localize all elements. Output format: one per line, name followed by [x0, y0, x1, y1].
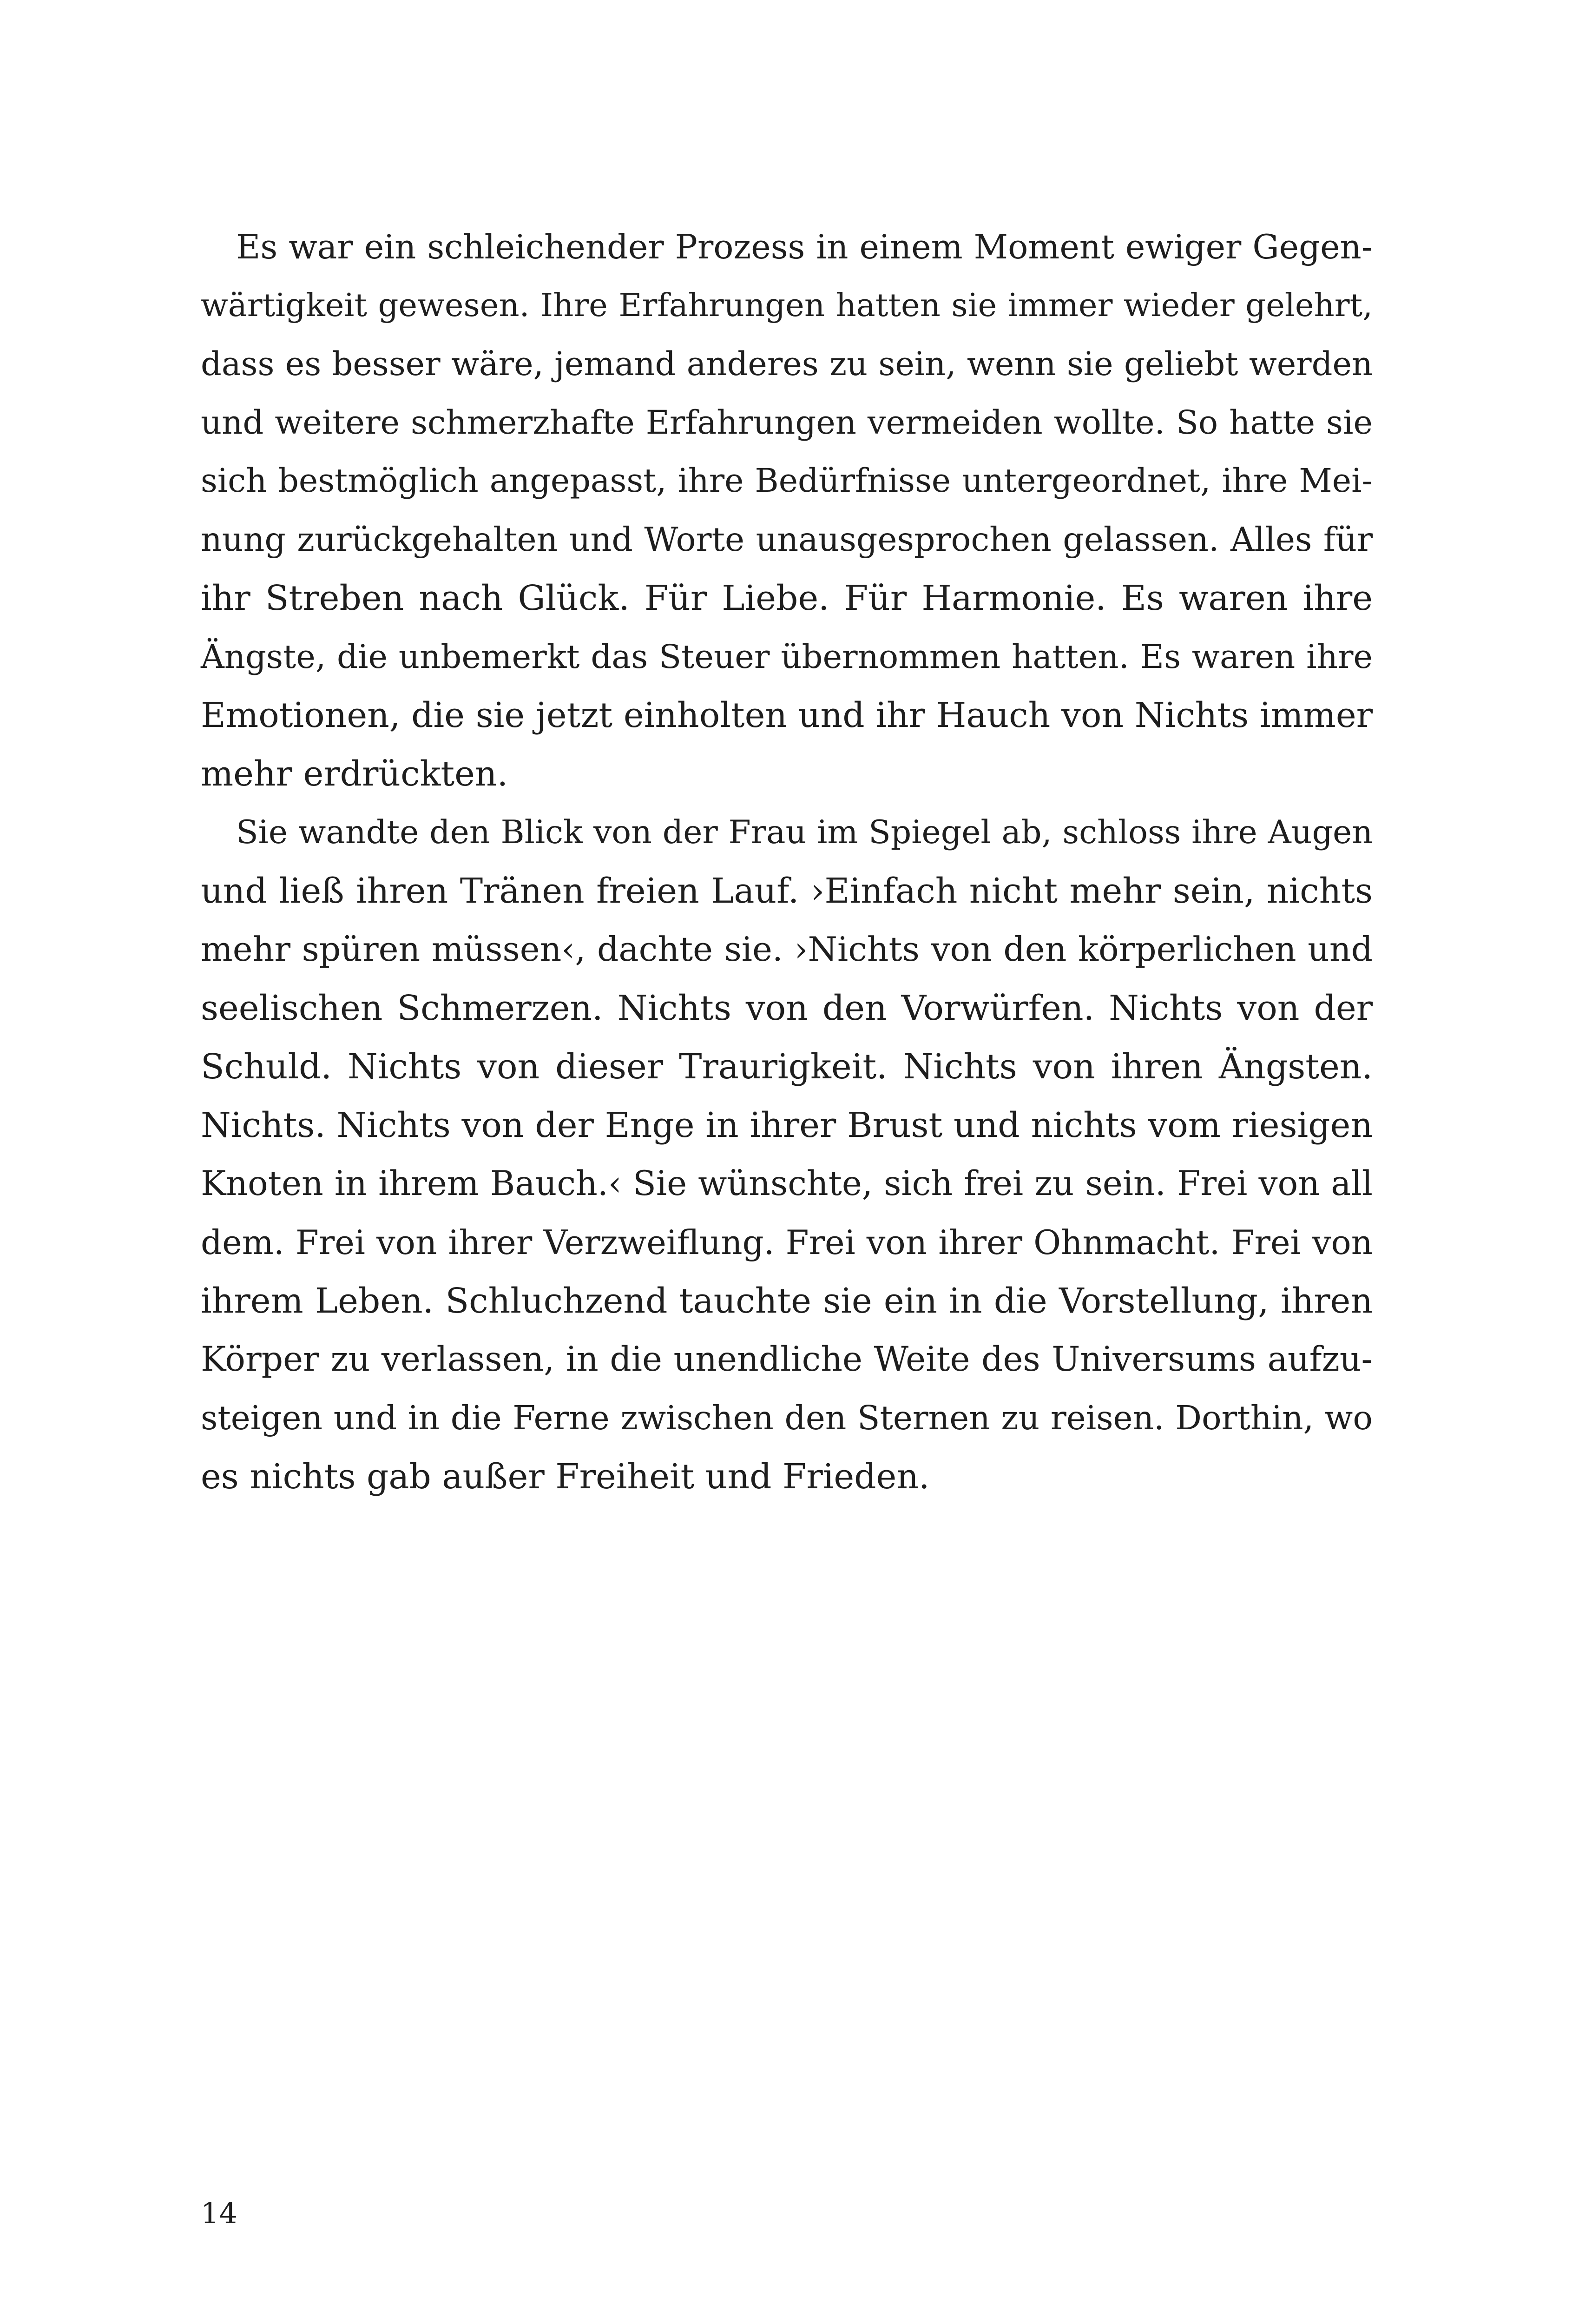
paragraph-2 — [201, 803, 1373, 1506]
text-line: ihr Streben nach Glück. Für Liebe. Für Harmonie. Es waren ihre — [201, 578, 1373, 618]
page-number: 14 — [201, 2196, 237, 2230]
text-line: Es war ein schleichender Prozess in einem Moment ewiger Gegen- — [236, 227, 1373, 266]
text-line: mehr spüren müssen‹, dachte sie. ›Nichts von den körperlichen und — [201, 930, 1373, 969]
text-line: Schuld. Nichts von dieser Traurigkeit. Nichts von ihren Ängsten. — [201, 1047, 1373, 1087]
body-text — [201, 218, 1373, 1506]
text-line: Knoten in ihrem Bauch.‹ Sie wünschte, sich frei zu sein. Frei von all — [201, 1164, 1373, 1203]
text-line: Ängste, die unbemerkt das Steuer übernommen hatten. Es waren ihre — [201, 638, 1373, 676]
text-line: sich bestmöglich angepasst, ihre Bedürfnisse untergeordnet, ihre Mei- — [201, 462, 1373, 500]
text-line: nung zurückgehalten und Worte unausgesprochen gelassen. Alles für — [201, 520, 1373, 559]
text-line: Sie wandte den Blick von der Frau im Spiegel ab, schloss ihre Augen — [236, 813, 1373, 851]
text-line: mehr erdrückten. — [201, 754, 508, 794]
paragraph-1 — [201, 218, 1373, 803]
text-line: seelischen Schmerzen. Nichts von den Vorwürfen. Nichts von der — [201, 988, 1373, 1028]
text-line: steigen und in die Ferne zwischen den Sternen zu reisen. Dorthin, wo — [201, 1399, 1373, 1437]
text-line: dem. Frei von ihrer Verzweiflung. Frei von ihrer Ohnmacht. Frei von — [201, 1223, 1373, 1262]
text-line: Nichts. Nichts von der Enge in ihrer Brust und nichts vom riesigen — [201, 1105, 1373, 1145]
text-line: Emotionen, die sie jetzt einholten und ihr Hauch von Nichts immer — [201, 695, 1373, 735]
text-line: Körper zu verlassen, in die unendliche Weite des Universums aufzu- — [201, 1340, 1373, 1379]
text-line: und weitere schmerzhafte Erfahrungen vermeiden wollte. So hatte sie — [201, 403, 1373, 442]
text-line: wärtigkeit gewesen. Ihre Erfahrungen hatten sie immer wieder gelehrt, — [201, 287, 1373, 324]
text-line: und ließ ihren Tränen freien Lauf. ›Einfach nicht mehr sein, nichts — [201, 871, 1373, 911]
text-line: ihrem Leben. Schluchzend tauchte sie ein in die Vorstellung, ihren — [201, 1281, 1373, 1321]
text-line: es nichts gab außer Freiheit und Frieden. — [201, 1457, 930, 1497]
text-line: dass es besser wäre, jemand anderes zu sein, wenn sie geliebt werden — [201, 345, 1373, 383]
